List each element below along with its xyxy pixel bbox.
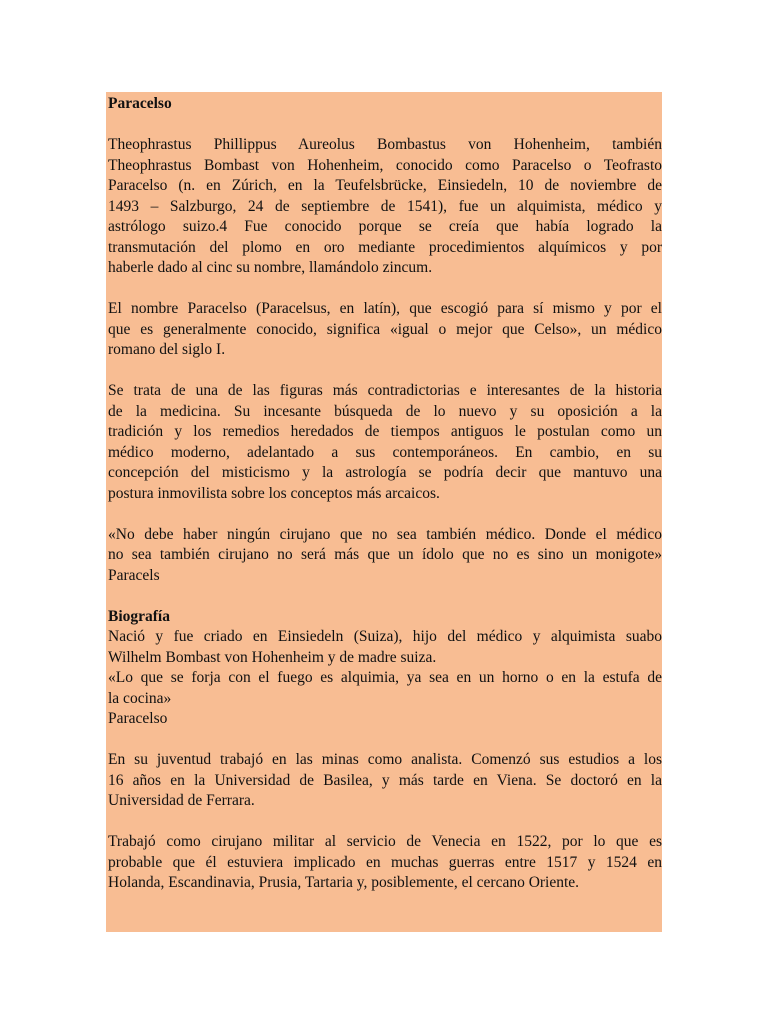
figure-line: concepción del misticismo y la astrología se podría decir que mantuvo una — [108, 464, 662, 481]
name-paragraph — [108, 299, 662, 361]
intro-line: haberle dado al cinc su nombre, llamándolo zincum. — [108, 259, 433, 276]
figure-paragraph — [108, 381, 662, 504]
quote1-attribution: Paracels — [108, 566, 160, 584]
quote1-line: no sea también cirujano no será más que un ídolo que no es sino un monigote» — [108, 546, 662, 563]
text-block — [106, 92, 662, 932]
intro-line: astrólogo suizo.4 Fue conocido porque se creía que había logrado la — [108, 218, 662, 235]
intro-line: 1493 – Salzburgo, 24 de septiembre de 1541), fue un alquimista, médico y — [108, 197, 662, 215]
intro-line: Theophrastus Phillippus Aureolus Bombastus von Hohenheim, también — [108, 136, 662, 153]
quote1-paragraph — [108, 525, 662, 587]
quote1-line: «No debe haber ningún cirujano que no sea también médico. Donde el médico — [108, 525, 662, 543]
youth-line: En su juventud trabajó en las minas como analista. Comenzó sus estudios a los — [108, 751, 662, 768]
youth-paragraph — [108, 750, 662, 812]
bio-line: Wilhelm Bombast von Hohenheim y de madre suiza. — [108, 648, 437, 666]
youth-line: 16 años en la Universidad de Basilea, y más tarde en Viena. Se doctoró en la — [108, 771, 662, 789]
figure-line: Se trata de una de las figuras más contradictorias e interesantes de la historia — [108, 382, 662, 399]
figure-line: médico moderno, adelantado a sus contemporáneos. En cambio, en su — [108, 443, 662, 461]
surgeon-paragraph — [108, 832, 662, 894]
surgeon-line: Holanda, Escandinavia, Prusia, Tartaria y, posiblemente, el cercano Oriente. — [108, 874, 580, 891]
title-text: Paracelso — [108, 95, 172, 112]
figure-line: de la medicina. Su incesante búsqueda de lo nuevo y su oposición a la — [108, 402, 662, 420]
figure-line: postura inmovilista sobre los conceptos más arcaicos. — [108, 484, 440, 502]
figure-line: tradición y los remedios heredados de tiempos antiguos le postulan como un — [108, 423, 662, 440]
bio-paragraph — [108, 607, 662, 730]
bio-line: Nació y fue criado en Einsiedeln (Suiza), hijo del médico y alquimista suabo — [108, 628, 662, 645]
bio-quote-line: la cocina» — [108, 689, 172, 707]
intro-paragraph — [108, 135, 662, 279]
intro-line: transmutación del plomo en oro mediante procedimientos alquímicos y por — [108, 238, 662, 256]
name-line: El nombre Paracelso (Paracelsus, en latín), que escogió para sí mismo y por el — [108, 300, 662, 317]
name-line: romano del siglo I. — [108, 341, 226, 358]
youth-line: Universidad de Ferrara. — [108, 792, 255, 809]
intro-line: Theophrastus Bombast von Hohenheim, conocido como Paracelso o Teofrasto — [108, 156, 662, 174]
bio-heading: Biografía — [108, 607, 170, 625]
name-line: que es generalmente conocido, significa «igual o mejor que Celso», un médico — [108, 320, 662, 338]
bio-quote-attribution: Paracelso — [108, 710, 168, 727]
bio-quote-line: «Lo que se forja con el fuego es alquimia, ya sea en un horno o en la estufa de — [108, 669, 662, 686]
intro-line: Paracelso (n. en Zúrich, en la Teufelsbrücke, Einsiedeln, 10 de noviembre de — [108, 177, 662, 194]
surgeon-line: Trabajó como cirujano militar al servicio de Venecia en 1522, por lo que es — [108, 833, 662, 850]
document-title — [108, 94, 662, 115]
surgeon-line: probable que él estuviera implicado en muchas guerras entre 1517 y 1524 en — [108, 853, 662, 871]
